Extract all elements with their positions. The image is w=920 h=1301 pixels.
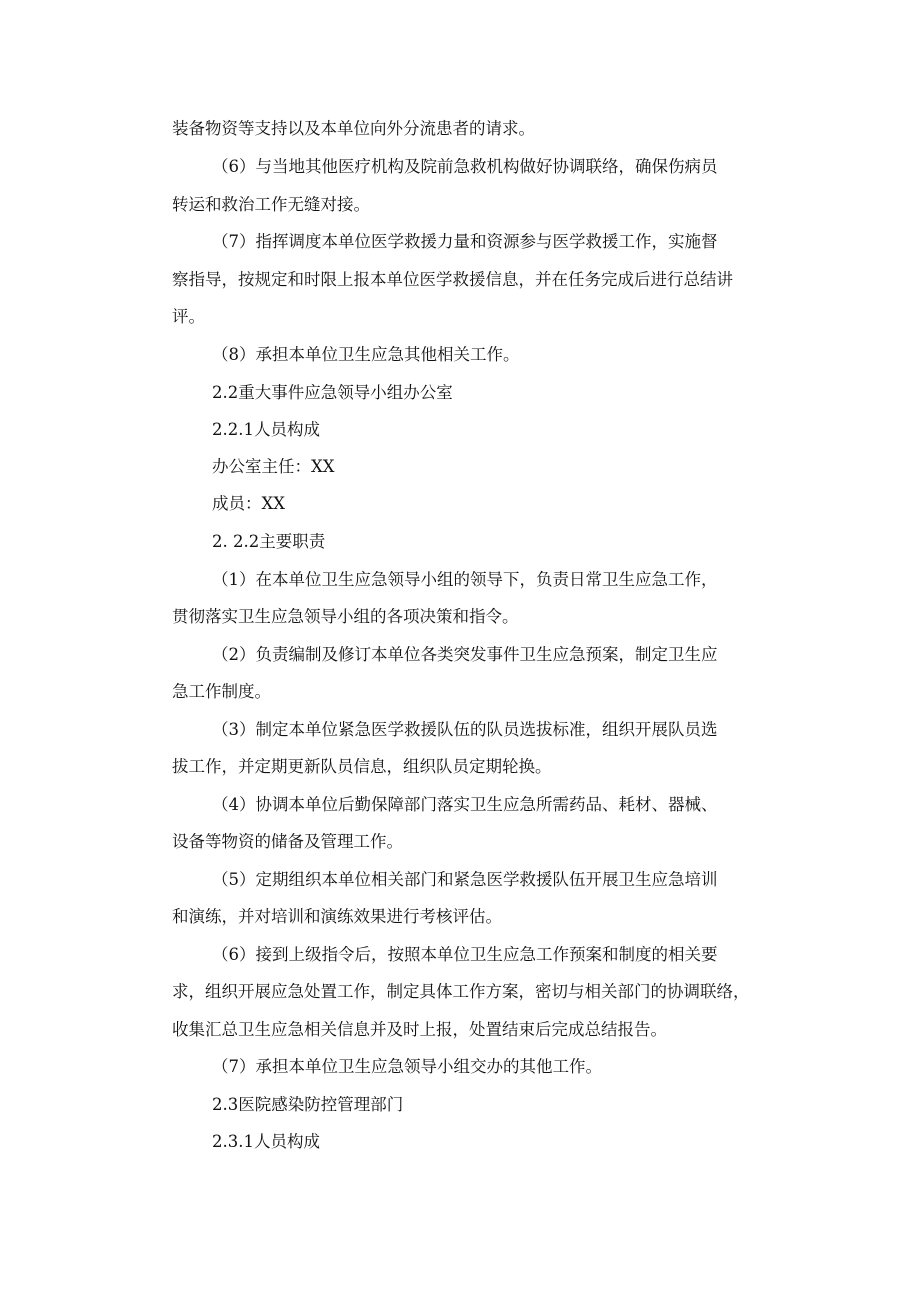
body-text-line: 贯彻落实卫生应急领导小组的各项决策和指令。 bbox=[172, 607, 519, 626]
list-item-line: （7）承担本单位卫生应急领导小组交办的其他工作。 bbox=[212, 1057, 602, 1076]
body-text-line: 转运和救治工作无缝对接。 bbox=[172, 195, 370, 214]
list-item-line: （8）承担本单位卫生应急其他相关工作。 bbox=[212, 345, 520, 364]
list-item-line: （5）定期组织本单位相关部门和紧急医学救援队伍开展卫生应急培训 bbox=[212, 870, 718, 889]
body-text-line: 求，组织开展应急处置工作，制定具体工作方案，密切与相关部门的协调联络， bbox=[172, 982, 750, 1001]
body-text-line: 成员：XX bbox=[212, 494, 285, 513]
body-text-line: 察指导，按规定和时限上报本单位医学救援信息，并在任务完成后进行总结讲 bbox=[172, 270, 733, 289]
body-text-line: 和演练，并对培训和演练效果进行考核评估。 bbox=[172, 907, 502, 926]
subsection-heading: 2.3.1人员构成 bbox=[212, 1132, 320, 1151]
list-item-line: （7）指挥调度本单位医学救援力量和资源参与医学救援工作，实施督 bbox=[212, 232, 718, 251]
body-text-line: 装备物资等支持以及本单位向外分流患者的请求。 bbox=[172, 119, 535, 138]
list-item-line: （1）在本单位卫生应急领导小组的领导下，负责日常卫生应急工作， bbox=[212, 570, 718, 589]
section-heading: 2.3医院感染防控管理部门 bbox=[212, 1095, 404, 1114]
section-heading: 2.2重大事件应急领导小组办公室 bbox=[212, 383, 453, 402]
list-item-line: （6）与当地其他医疗机构及院前急救机构做好协调联络，确保伤病员 bbox=[212, 157, 718, 176]
body-text-line: 办公室主任：XX bbox=[212, 457, 335, 476]
subsection-heading: 2. 2.2主要职责 bbox=[212, 532, 326, 551]
body-text-line: 评。 bbox=[172, 307, 205, 326]
body-text-line: 设备等物资的储备及管理工作。 bbox=[172, 832, 403, 851]
list-item-line: （6）接到上级指令后，按照本单位卫生应急工作预案和制度的相关要 bbox=[212, 945, 718, 964]
body-text-line: 急工作制度。 bbox=[172, 682, 271, 701]
body-text-line: 拔工作，并定期更新队员信息，组织队员定期轮换。 bbox=[172, 757, 552, 776]
list-item-line: （2）负责编制及修订本单位各类突发事件卫生应急预案，制定卫生应 bbox=[212, 645, 718, 664]
subsection-heading: 2.2.1人员构成 bbox=[212, 420, 320, 439]
list-item-line: （3）制定本单位紧急医学救援队伍的队员选拔标准，组织开展队员选 bbox=[212, 720, 718, 739]
list-item-line: （4）协调本单位后勤保障部门落实卫生应急所需药品、耗材、器械、 bbox=[212, 795, 718, 814]
body-text-line: 收集汇总卫生应急相关信息并及时上报，处置结束后完成总结报告。 bbox=[172, 1020, 667, 1039]
